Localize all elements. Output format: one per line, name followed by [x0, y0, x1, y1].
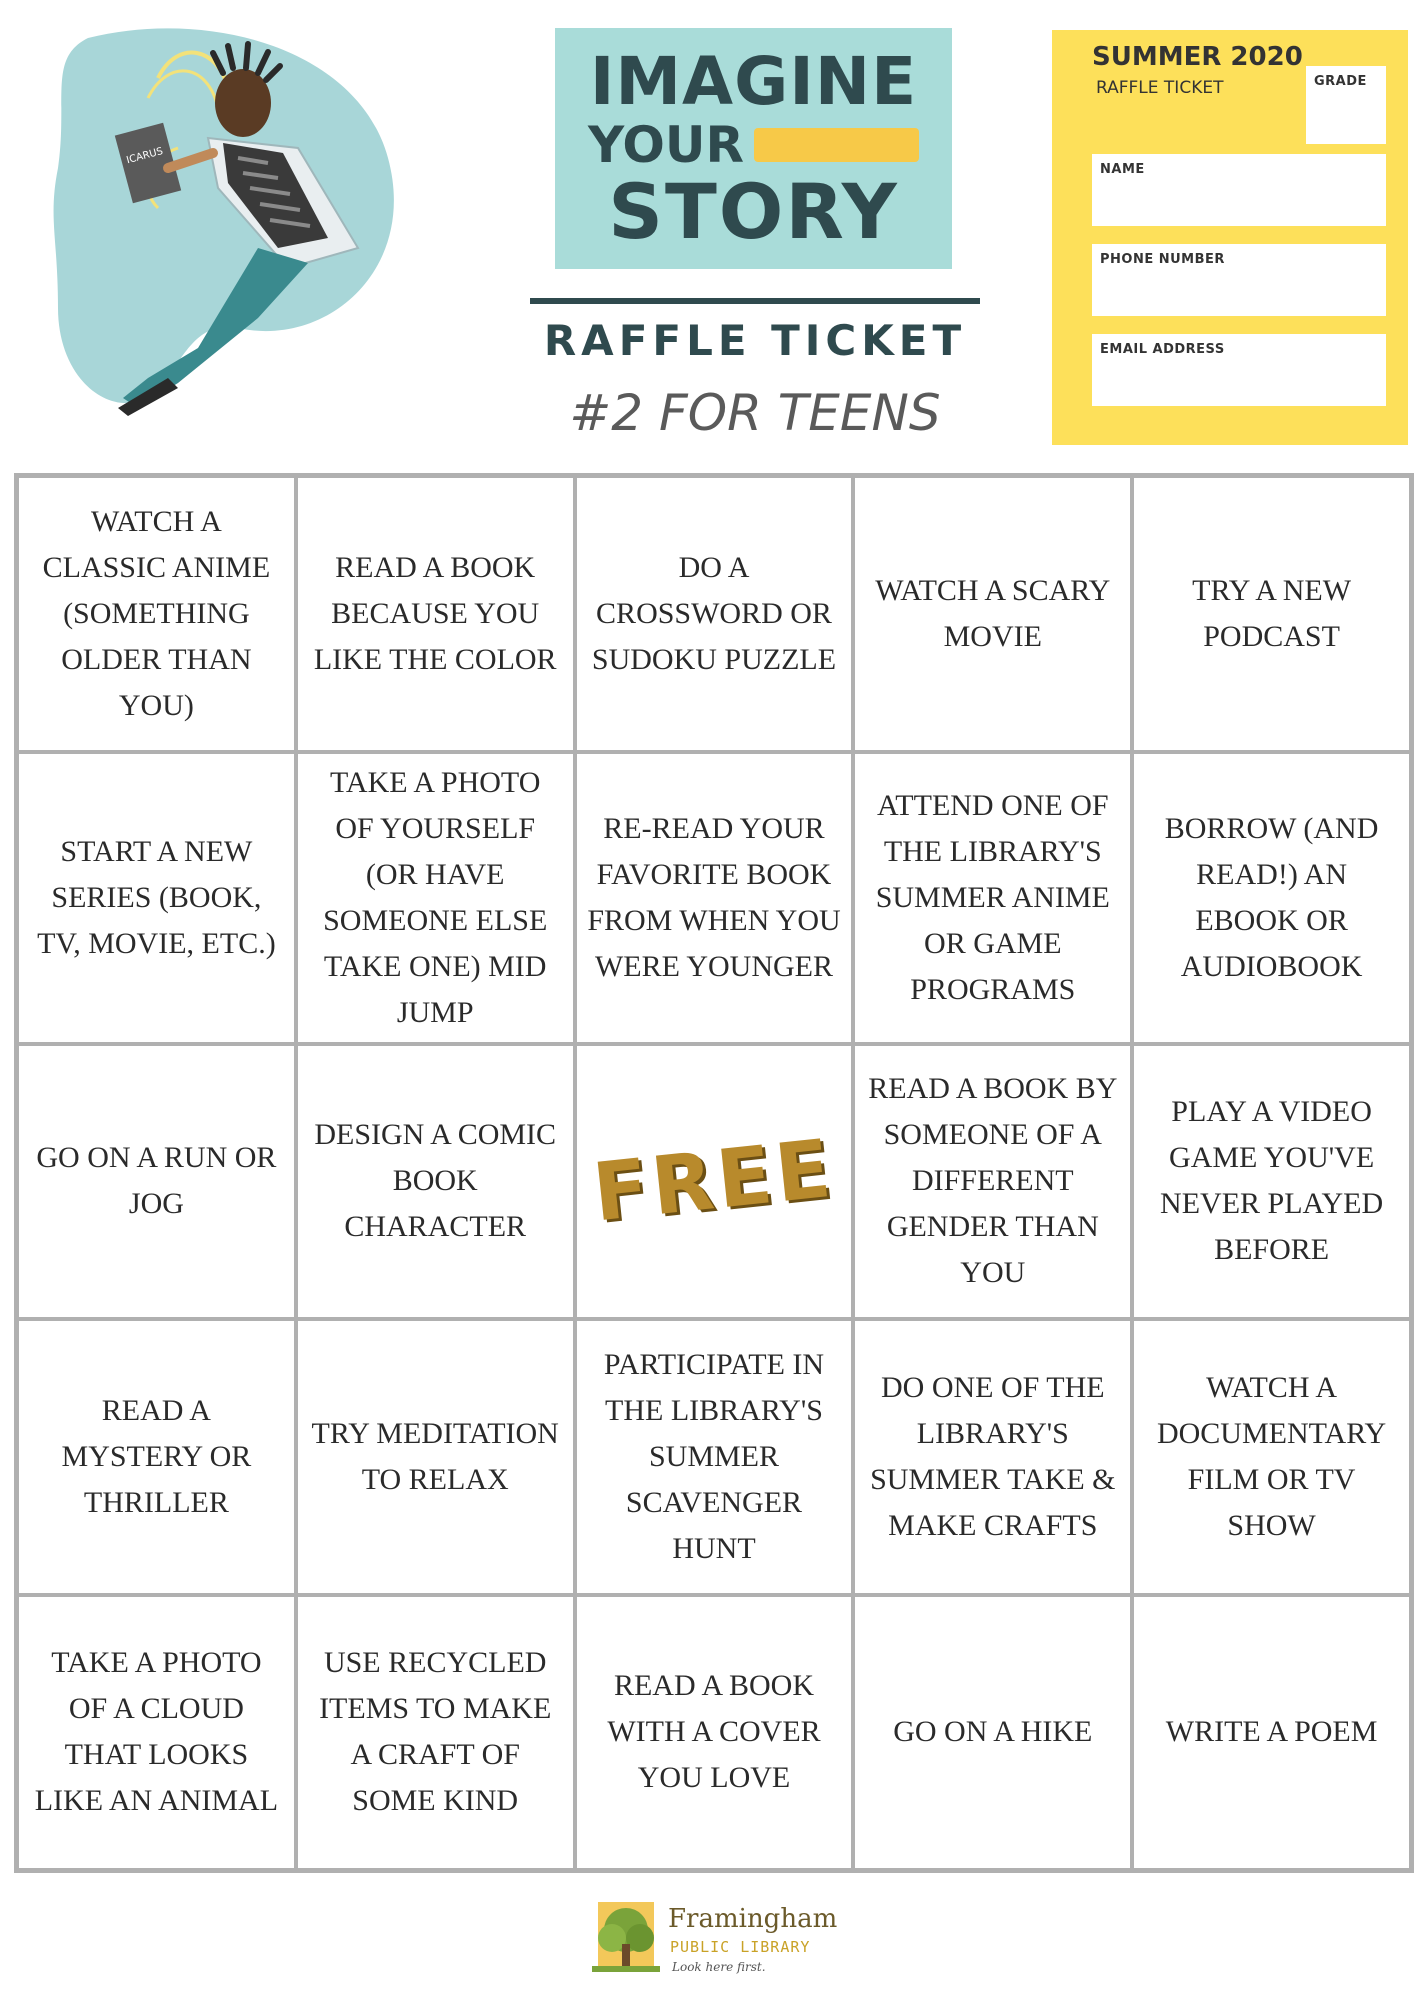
raffle-ticket-form	[1052, 30, 1408, 445]
bingo-cell[interactable]	[1132, 752, 1411, 1044]
cell-text: USE RECYCLED ITEMS TO MAKE A CRAFT OF SOME KIND	[319, 1646, 552, 1818]
header-divider	[530, 298, 980, 304]
library-logo	[590, 1900, 850, 1980]
free-space-cell[interactable]	[575, 1044, 854, 1320]
bingo-cell[interactable]	[296, 476, 575, 752]
free-space-text: FREE	[588, 1121, 839, 1240]
bingo-cell[interactable]	[296, 1319, 575, 1595]
phone-field[interactable]	[1092, 244, 1386, 316]
grade-field[interactable]	[1306, 66, 1386, 144]
bingo-cell[interactable]	[17, 1044, 296, 1320]
teens-subheading: #2 FOR TEENS	[569, 384, 941, 442]
bingo-cell[interactable]	[575, 752, 854, 1044]
logo-your: YOUR	[587, 115, 745, 174]
email-field[interactable]	[1092, 334, 1386, 406]
bingo-cell[interactable]	[17, 1319, 296, 1595]
cell-text: READ A MYSTERY OR THRILLER	[61, 1393, 252, 1519]
grade-label: GRADE	[1314, 74, 1367, 89]
floating-reader-illustration	[28, 18, 448, 428]
bingo-cell[interactable]	[296, 1595, 575, 1871]
library-name: Framingham	[668, 1904, 838, 1934]
library-subtitle: PUBLIC LIBRARY	[670, 1938, 811, 1956]
bingo-cell[interactable]	[17, 752, 296, 1044]
tree-icon	[590, 1900, 662, 1978]
cell-text: BORROW (AND READ!) AN EBOOK OR AUDIOBOOK	[1164, 811, 1379, 983]
cell-text: TRY MEDITATION TO RELAX	[311, 1416, 559, 1496]
cell-text: DESIGN A COMIC BOOK CHARACTER	[314, 1118, 557, 1244]
cell-text: START A NEW SERIES (BOOK, TV, MOVIE, ETC.)	[37, 834, 276, 960]
cell-text: READ A BOOK BECAUSE YOU LIKE THE COLOR	[313, 550, 557, 676]
cell-text: RE-READ YOUR FAVORITE BOOK FROM WHEN YOU WERE YOUNGER	[587, 811, 841, 983]
logo-your-row	[587, 115, 919, 174]
bingo-cell[interactable]	[575, 1319, 854, 1595]
ticket-subtitle: RAFFLE TICKET	[1096, 78, 1224, 98]
cell-text: WATCH A CLASSIC ANIME (SOMETHING OLDER THAN YOU)	[42, 504, 271, 722]
email-label: EMAIL ADDRESS	[1100, 342, 1225, 357]
bingo-cell[interactable]	[853, 1319, 1132, 1595]
raffle-ticket-heading: RAFFLE TICKET	[543, 316, 967, 365]
cell-text: PARTICIPATE IN THE LIBRARY'S SUMMER SCAVENGER HUNT	[603, 1347, 825, 1565]
cell-text: WATCH A DOCUMENTARY FILM OR TV SHOW	[1156, 1370, 1387, 1542]
bingo-cell[interactable]	[853, 1044, 1132, 1320]
phone-label: PHONE NUMBER	[1100, 252, 1225, 267]
cell-text: GO ON A HIKE	[893, 1715, 1093, 1749]
bingo-cell[interactable]	[853, 752, 1132, 1044]
cell-text: READ A BOOK BY SOMEONE OF A DIFFERENT GENDER THAN YOU	[868, 1072, 1118, 1290]
name-field[interactable]	[1092, 154, 1386, 226]
cell-text: DO ONE OF THE LIBRARY'S SUMMER TAKE & MAKE CRAFTS	[870, 1370, 1116, 1542]
bingo-cell[interactable]	[296, 752, 575, 1044]
cell-text: TAKE A PHOTO OF A CLOUD THAT LOOKS LIKE AN ANIMAL	[34, 1646, 279, 1818]
cell-text: DO A CROSSWORD OR SUDOKU PUZZLE	[591, 550, 837, 676]
library-tagline: Look here first.	[672, 1960, 766, 1974]
bingo-cell[interactable]	[853, 1595, 1132, 1871]
cell-text: READ A BOOK WITH A COVER YOU LOVE	[607, 1669, 821, 1795]
cell-text: TRY A NEW PODCAST	[1192, 573, 1352, 653]
bingo-cell[interactable]	[1132, 1319, 1411, 1595]
bingo-cell[interactable]	[17, 1595, 296, 1871]
bingo-cell[interactable]	[17, 476, 296, 752]
bingo-cell[interactable]	[575, 1595, 854, 1871]
bingo-cell[interactable]	[1132, 1044, 1411, 1320]
logo-blank-highlight	[754, 128, 919, 162]
bingo-cell[interactable]	[1132, 476, 1411, 752]
cell-text: ATTEND ONE OF THE LIBRARY'S SUMMER ANIME OR GAME PROGRAMS	[875, 788, 1110, 1006]
cell-text: WRITE A POEM	[1165, 1715, 1378, 1749]
book-cover-label: ICARUS	[125, 145, 165, 167]
ticket-season: SUMMER 2020	[1092, 42, 1303, 72]
bingo-board	[14, 473, 1414, 1873]
bingo-cell[interactable]	[575, 476, 854, 752]
bingo-cell[interactable]	[1132, 1595, 1411, 1871]
cell-text: GO ON A RUN OR JOG	[36, 1141, 277, 1221]
bingo-cell[interactable]	[296, 1044, 575, 1320]
cell-text: TAKE A PHOTO OF YOURSELF (OR HAVE SOMEONE ELSE TAKE ONE) MID JUMP	[323, 765, 548, 1029]
cell-text: WATCH A SCARY MOVIE	[875, 573, 1111, 653]
name-label: NAME	[1100, 162, 1145, 177]
logo-imagine: IMAGINE	[589, 42, 918, 120]
imagine-your-story-logo	[555, 28, 952, 269]
bingo-cell[interactable]	[853, 476, 1132, 752]
cell-text: PLAY A VIDEO GAME YOU'VE NEVER PLAYED BEFORE	[1160, 1095, 1384, 1267]
logo-story: STORY	[608, 166, 899, 256]
